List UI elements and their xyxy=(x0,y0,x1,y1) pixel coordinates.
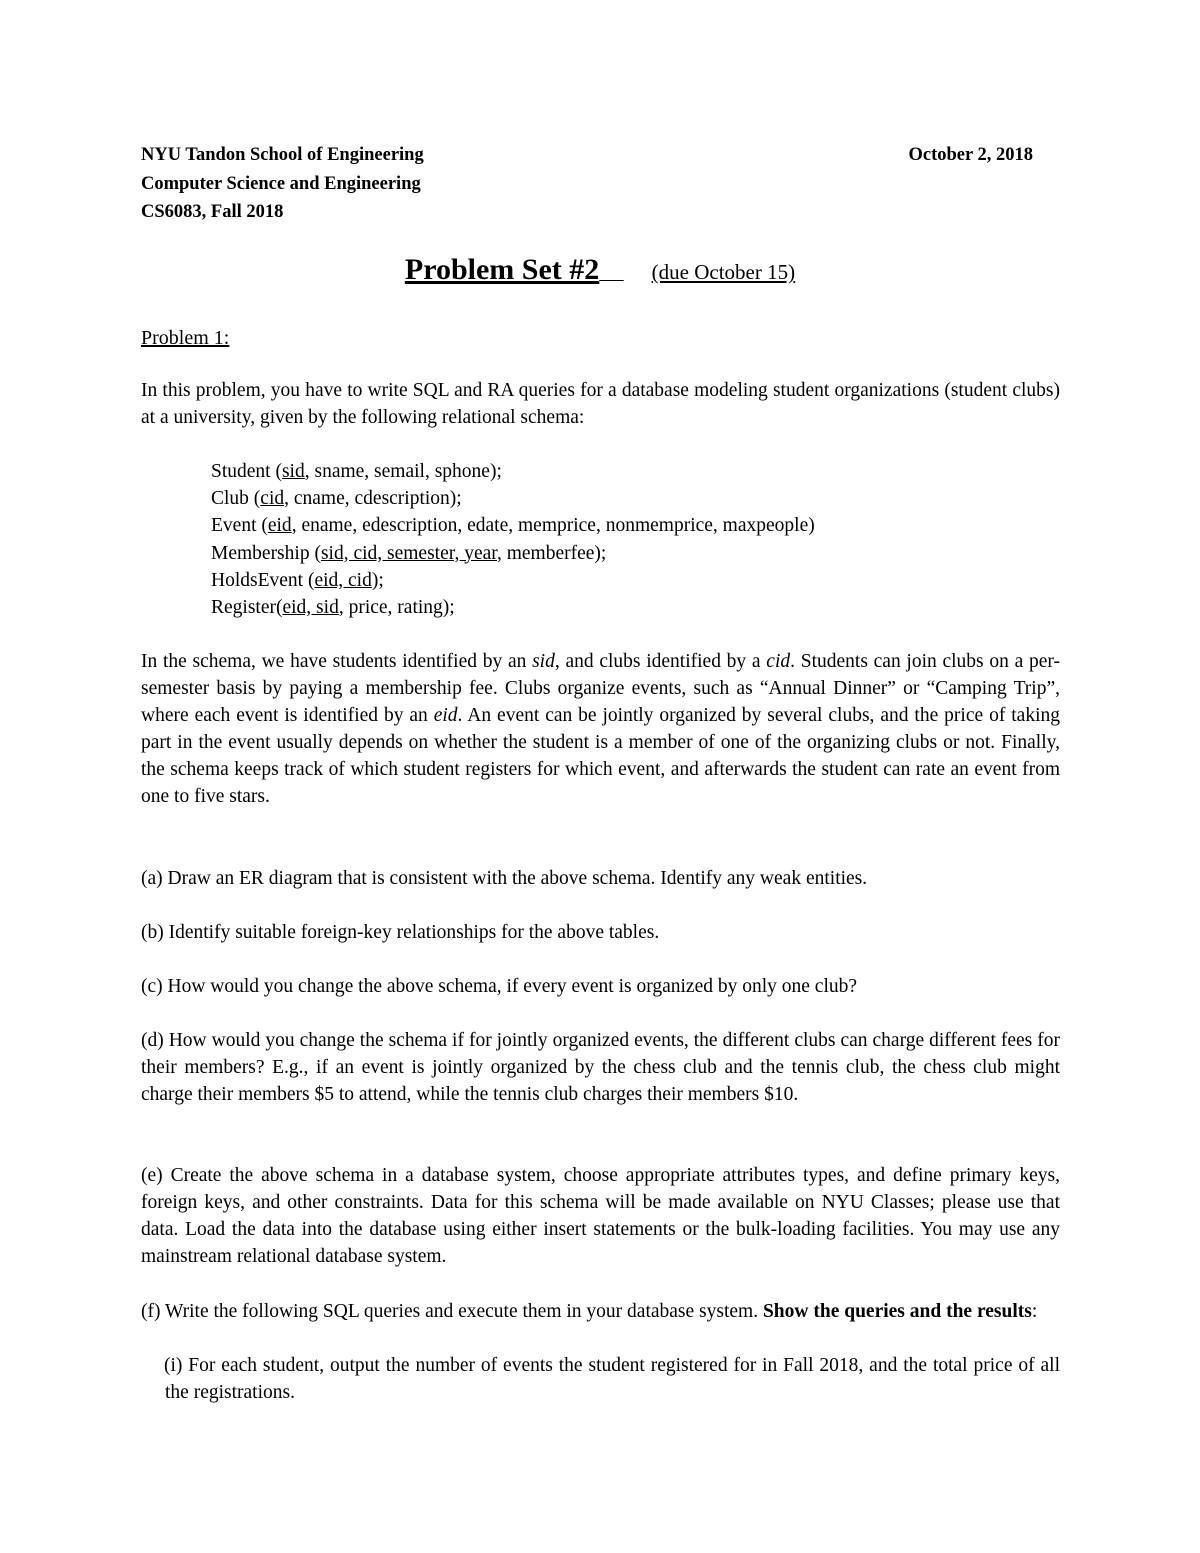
page-title xyxy=(0,253,1200,287)
desc-eid: eid xyxy=(433,705,458,726)
question-f-i-text: (i) For each student, output the number of events the student registered for in Fall 2018, and the total price of all the registrations. xyxy=(164,1355,1060,1403)
schema-membership-rest: , memberfee); xyxy=(496,542,607,564)
schema-holdsevent-key: eid, cid xyxy=(314,569,372,591)
title-gap xyxy=(599,263,623,284)
schema-membership xyxy=(211,540,815,567)
document-header xyxy=(141,141,1033,227)
schema-event xyxy=(211,512,815,539)
schema-register-name: Register( xyxy=(211,597,283,619)
schema-club-name: Club ( xyxy=(211,488,261,510)
relational-schema xyxy=(211,458,815,621)
schema-event-key: eid xyxy=(267,515,292,537)
description-paragraph xyxy=(141,648,1060,810)
schema-student xyxy=(211,458,815,485)
schema-event-rest: , ename, edescription, edate, memprice, nonmemprice, maxpeople) xyxy=(291,515,815,537)
question-a xyxy=(141,865,1060,892)
question-f-lead: (f) Write the following SQL queries and execute them in your database system. xyxy=(141,1301,763,1322)
question-f xyxy=(141,1298,1060,1325)
question-c-text: (c) How would you change the above schema, if every event is organized by only one club? xyxy=(141,976,858,997)
question-e xyxy=(141,1162,1060,1270)
question-f-i xyxy=(165,1352,1060,1406)
desc-part-3: . Students can join clubs on a per-semester basis by paying a membership fee. Clubs organize events, such as “Annual Dinner” or “Camping Trip”, where each event is identified by an xyxy=(141,651,1060,726)
schema-club-rest: , cname, cdescription); xyxy=(284,488,462,510)
desc-sid: sid xyxy=(532,651,555,672)
problem-intro xyxy=(141,377,1060,431)
desc-part-4: . An event can be jointly organized by several clubs, and the price of taking part in the event usually depends on whether the student is a member of one of the organizing clubs or not. Finally, the schema keeps track of which student registers for which event, and afterwards the student can rate an event from one to five stars. xyxy=(141,705,1060,807)
schema-holdsevent-rest: ); xyxy=(371,569,384,591)
problem-heading: Problem 1: xyxy=(141,327,230,349)
schema-holdsevent-name: HoldsEvent ( xyxy=(211,569,315,591)
question-b-text: (b) Identify suitable foreign-key relationships for the above tables. xyxy=(141,922,660,943)
question-e-text: (e) Create the above schema in a database system, choose appropriate attributes types, and define primary keys, foreign keys, and other constraints. Data for this schema will be made available on NYU Classes; please use that data. Load the data into the database using either insert statements or the bulk-loading facilities. You may use any mainstream relational database system. xyxy=(141,1165,1060,1267)
schema-student-name: Student ( xyxy=(211,461,282,482)
schema-description xyxy=(141,648,1060,810)
intro-paragraph: In this problem, you have to write SQL and RA queries for a database modeling student organizations (student clubs) at a university, given by the following relational schema: xyxy=(141,380,1060,428)
department-name: Computer Science and Engineering xyxy=(141,173,421,194)
schema-event-name: Event ( xyxy=(211,515,268,537)
schema-club-key: cid xyxy=(260,488,285,510)
schema-membership-name: Membership ( xyxy=(211,542,321,564)
question-f-end: : xyxy=(1031,1301,1038,1322)
schema-membership-key: sid, cid, semester, year xyxy=(320,542,497,564)
title-due: (due October 15) xyxy=(651,260,796,284)
desc-cid: cid xyxy=(766,651,791,672)
schema-student-rest: , sname, semail, sphone); xyxy=(304,461,502,482)
schema-register-key: eid, sid xyxy=(282,597,339,619)
schema-holdsevent xyxy=(211,567,815,594)
document-date: October 2, 2018 xyxy=(908,145,1033,165)
question-f-bold: Show the queries and the results xyxy=(762,1301,1032,1322)
desc-part-2: , and clubs identified by a xyxy=(554,651,767,672)
question-d-text: (d) How would you change the schema if for jointly organized events, the different clubs can charge different fees for their members? E.g., if an event is jointly organized by the chess club and the tennis club, the chess club might charge their members $5 to attend, while the tennis club charges their members $10. xyxy=(141,1030,1060,1105)
school-name: NYU Tandon School of Engineering xyxy=(141,145,424,165)
schema-register-rest: , price, rating); xyxy=(338,597,455,619)
schema-student-key: sid xyxy=(281,461,305,482)
title-main: Problem Set #2 xyxy=(404,253,600,286)
question-b xyxy=(141,919,1060,946)
question-c xyxy=(141,973,1060,1000)
schema-club xyxy=(211,485,815,512)
question-a-text: (a) Draw an ER diagram that is consistent with the above schema. Identify any weak entities. xyxy=(141,868,868,889)
question-f-text xyxy=(141,1298,1060,1325)
question-d xyxy=(141,1027,1060,1108)
desc-part-1: In the schema, we have students identified by an xyxy=(141,651,533,672)
schema-register xyxy=(211,594,815,621)
course-name: CS6083, Fall 2018 xyxy=(141,202,284,222)
